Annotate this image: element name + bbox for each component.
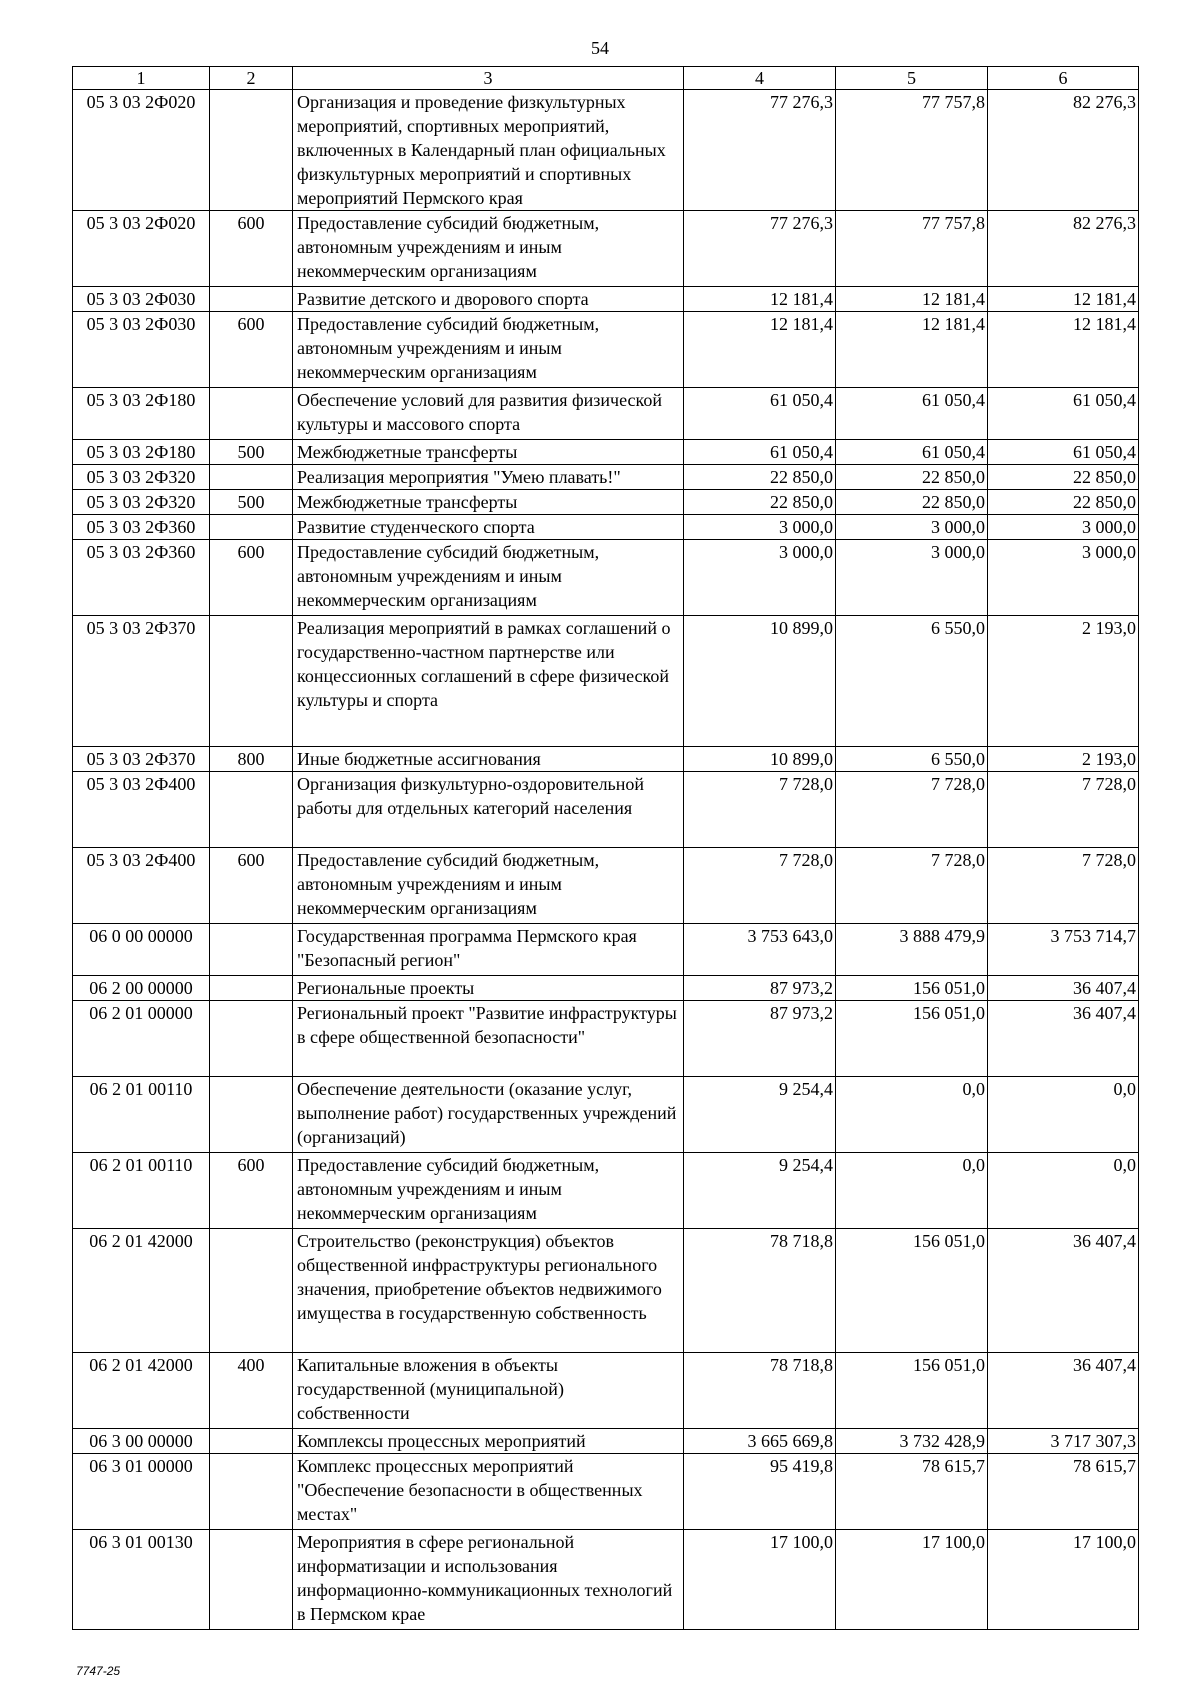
cell-amount-col5: 17 100,0 xyxy=(836,1530,988,1630)
cell-code: 05 3 03 2Ф020 xyxy=(73,211,210,287)
cell-amount-col5: 3 000,0 xyxy=(836,540,988,616)
table-row xyxy=(73,976,1139,1001)
cell-amount-col4: 7 728,0 xyxy=(684,772,836,848)
cell-amount-col6: 0,0 xyxy=(988,1153,1139,1229)
table-row xyxy=(73,1429,1139,1454)
cell-amount-col5: 0,0 xyxy=(836,1153,988,1229)
cell-amount-col6: 36 407,4 xyxy=(988,1229,1139,1353)
cell-amount-col5: 156 051,0 xyxy=(836,976,988,1001)
cell-code: 05 3 03 2Ф400 xyxy=(73,848,210,924)
cell-amount-col5: 12 181,4 xyxy=(836,312,988,388)
table-row xyxy=(73,1077,1139,1153)
cell-name: Предоставление субсидий бюджетным, автономным учреждениям и иным некоммерческим организациям xyxy=(293,848,684,924)
table-row xyxy=(73,1153,1139,1229)
cell-expense-type xyxy=(210,772,293,848)
cell-name: Развитие студенческого спорта xyxy=(293,515,684,540)
table-row xyxy=(73,287,1139,312)
cell-amount-col6: 36 407,4 xyxy=(988,976,1139,1001)
cell-name: Мероприятия в сфере региональной информатизации и использования информационно-коммуникационных технологий в Пермском крае xyxy=(293,1530,684,1630)
cell-code: 05 3 03 2Ф360 xyxy=(73,540,210,616)
cell-amount-col4: 95 419,8 xyxy=(684,1454,836,1530)
cell-expense-type xyxy=(210,388,293,440)
cell-expense-type xyxy=(210,1077,293,1153)
cell-amount-col4: 78 718,8 xyxy=(684,1353,836,1429)
cell-amount-col6: 61 050,4 xyxy=(988,440,1139,465)
cell-name: Развитие детского и дворового спорта xyxy=(293,287,684,312)
header-row xyxy=(73,67,1139,90)
cell-amount-col5: 78 615,7 xyxy=(836,1454,988,1530)
cell-name: Государственная программа Пермского края "Безопасный регион" xyxy=(293,924,684,976)
cell-code: 05 3 03 2Ф030 xyxy=(73,312,210,388)
cell-expense-type: 500 xyxy=(210,440,293,465)
cell-amount-col5: 22 850,0 xyxy=(836,465,988,490)
cell-amount-col4: 7 728,0 xyxy=(684,848,836,924)
cell-amount-col4: 3 000,0 xyxy=(684,515,836,540)
cell-amount-col5: 61 050,4 xyxy=(836,440,988,465)
cell-code: 05 3 03 2Ф400 xyxy=(73,772,210,848)
cell-name: Организация физкультурно-оздоровительной работы для отдельных категорий населения xyxy=(293,772,684,848)
cell-name: Обеспечение деятельности (оказание услуг, выполнение работ) государственных учреждений (организаций) xyxy=(293,1077,684,1153)
cell-code: 06 2 01 42000 xyxy=(73,1353,210,1429)
table-row xyxy=(73,1353,1139,1429)
cell-name: Комплексы процессных мероприятий xyxy=(293,1429,684,1454)
cell-amount-col6: 82 276,3 xyxy=(988,90,1139,211)
cell-amount-col4: 61 050,4 xyxy=(684,440,836,465)
cell-code: 06 3 01 00130 xyxy=(73,1530,210,1630)
table-row xyxy=(73,515,1139,540)
cell-code: 06 3 01 00000 xyxy=(73,1454,210,1530)
cell-amount-col6: 36 407,4 xyxy=(988,1353,1139,1429)
cell-amount-col5: 6 550,0 xyxy=(836,616,988,747)
page-number: 54 xyxy=(591,38,609,58)
cell-name: Обеспечение условий для развития физической культуры и массового спорта xyxy=(293,388,684,440)
table-row xyxy=(73,440,1139,465)
cell-amount-col5: 7 728,0 xyxy=(836,848,988,924)
cell-amount-col4: 3 000,0 xyxy=(684,540,836,616)
cell-expense-type: 400 xyxy=(210,1353,293,1429)
cell-amount-col5: 6 550,0 xyxy=(836,747,988,772)
table-row xyxy=(73,540,1139,616)
cell-amount-col6: 7 728,0 xyxy=(988,848,1139,924)
cell-amount-col6: 3 753 714,7 xyxy=(988,924,1139,976)
table-row xyxy=(73,312,1139,388)
table-row xyxy=(73,772,1139,848)
cell-amount-col5: 12 181,4 xyxy=(836,287,988,312)
cell-code: 05 3 03 2Ф030 xyxy=(73,287,210,312)
cell-amount-col4: 87 973,2 xyxy=(684,976,836,1001)
cell-code: 05 3 03 2Ф320 xyxy=(73,465,210,490)
cell-name: Региональный проект "Развитие инфраструктуры в сфере общественной безопасности" xyxy=(293,1001,684,1077)
table-row xyxy=(73,465,1139,490)
cell-amount-col4: 22 850,0 xyxy=(684,490,836,515)
cell-amount-col6: 3 000,0 xyxy=(988,540,1139,616)
table-body xyxy=(73,90,1139,1630)
cell-amount-col4: 77 276,3 xyxy=(684,90,836,211)
cell-amount-col4: 10 899,0 xyxy=(684,616,836,747)
cell-amount-col5: 156 051,0 xyxy=(836,1001,988,1077)
cell-code: 05 3 03 2Ф020 xyxy=(73,90,210,211)
cell-code: 05 3 03 2Ф370 xyxy=(73,747,210,772)
cell-expense-type: 800 xyxy=(210,747,293,772)
cell-amount-col6: 2 193,0 xyxy=(988,747,1139,772)
cell-amount-col5: 77 757,8 xyxy=(836,90,988,211)
cell-expense-type xyxy=(210,1530,293,1630)
cell-amount-col5: 7 728,0 xyxy=(836,772,988,848)
cell-amount-col4: 61 050,4 xyxy=(684,388,836,440)
cell-name: Комплекс процессных мероприятий "Обеспечение безопасности в общественных местах" xyxy=(293,1454,684,1530)
cell-expense-type: 600 xyxy=(210,848,293,924)
cell-amount-col5: 3 888 479,9 xyxy=(836,924,988,976)
cell-amount-col5: 77 757,8 xyxy=(836,211,988,287)
cell-amount-col4: 77 276,3 xyxy=(684,211,836,287)
cell-expense-type xyxy=(210,1454,293,1530)
cell-expense-type xyxy=(210,1229,293,1353)
cell-amount-col6: 7 728,0 xyxy=(988,772,1139,848)
header-col-5: 5 xyxy=(836,67,988,90)
cell-name: Капитальные вложения в объекты государственной (муниципальной) собственности xyxy=(293,1353,684,1429)
cell-amount-col5: 61 050,4 xyxy=(836,388,988,440)
cell-amount-col4: 12 181,4 xyxy=(684,312,836,388)
cell-amount-col6: 2 193,0 xyxy=(988,616,1139,747)
cell-expense-type xyxy=(210,515,293,540)
cell-expense-type xyxy=(210,1429,293,1454)
cell-code: 06 3 00 00000 xyxy=(73,1429,210,1454)
cell-name: Предоставление субсидий бюджетным, автономным учреждениям и иным некоммерческим организациям xyxy=(293,312,684,388)
cell-amount-col5: 0,0 xyxy=(836,1077,988,1153)
cell-amount-col4: 22 850,0 xyxy=(684,465,836,490)
cell-amount-col4: 9 254,4 xyxy=(684,1153,836,1229)
cell-amount-col5: 3 732 428,9 xyxy=(836,1429,988,1454)
cell-expense-type xyxy=(210,924,293,976)
header-col-6: 6 xyxy=(988,67,1139,90)
cell-name: Предоставление субсидий бюджетным, автономным учреждениям и иным некоммерческим организациям xyxy=(293,540,684,616)
cell-amount-col6: 12 181,4 xyxy=(988,287,1139,312)
cell-code: 06 2 01 42000 xyxy=(73,1229,210,1353)
table-row xyxy=(73,388,1139,440)
cell-name: Межбюджетные трансферты xyxy=(293,440,684,465)
cell-amount-col6: 22 850,0 xyxy=(988,490,1139,515)
cell-amount-col4: 9 254,4 xyxy=(684,1077,836,1153)
cell-expense-type xyxy=(210,287,293,312)
cell-amount-col6: 22 850,0 xyxy=(988,465,1139,490)
cell-amount-col6: 82 276,3 xyxy=(988,211,1139,287)
cell-expense-type: 600 xyxy=(210,211,293,287)
cell-expense-type xyxy=(210,616,293,747)
header-col-2: 2 xyxy=(210,67,293,90)
cell-code: 05 3 03 2Ф180 xyxy=(73,388,210,440)
cell-amount-col5: 22 850,0 xyxy=(836,490,988,515)
cell-expense-type: 600 xyxy=(210,1153,293,1229)
cell-amount-col6: 36 407,4 xyxy=(988,1001,1139,1077)
cell-name: Организация и проведение физкультурных мероприятий, спортивных мероприятий, включенных в Календарный план официальных физкультурных мероприятий и спортивных мероприятий Пермского края xyxy=(293,90,684,211)
cell-amount-col5: 156 051,0 xyxy=(836,1353,988,1429)
cell-amount-col6: 3 717 307,3 xyxy=(988,1429,1139,1454)
cell-expense-type: 600 xyxy=(210,312,293,388)
table-row xyxy=(73,1454,1139,1530)
table-row xyxy=(73,1530,1139,1630)
cell-name: Предоставление субсидий бюджетным, автономным учреждениям и иным некоммерческим организациям xyxy=(293,211,684,287)
cell-expense-type xyxy=(210,465,293,490)
cell-name: Иные бюджетные ассигнования xyxy=(293,747,684,772)
cell-name: Реализация мероприятия "Умею плавать!" xyxy=(293,465,684,490)
cell-amount-col6: 17 100,0 xyxy=(988,1530,1139,1630)
cell-code: 06 2 01 00110 xyxy=(73,1153,210,1229)
cell-amount-col6: 61 050,4 xyxy=(988,388,1139,440)
cell-code: 06 0 00 00000 xyxy=(73,924,210,976)
cell-code: 06 2 01 00000 xyxy=(73,1001,210,1077)
cell-code: 05 3 03 2Ф360 xyxy=(73,515,210,540)
header-col-3: 3 xyxy=(293,67,684,90)
cell-code: 05 3 03 2Ф370 xyxy=(73,616,210,747)
cell-name: Реализация мероприятий в рамках соглашений о государственно-частном партнерстве или концессионных соглашений в сфере физической культуры и спорта xyxy=(293,616,684,747)
table-row xyxy=(73,747,1139,772)
cell-expense-type: 600 xyxy=(210,540,293,616)
cell-amount-col6: 3 000,0 xyxy=(988,515,1139,540)
cell-expense-type: 500 xyxy=(210,490,293,515)
table-row xyxy=(73,924,1139,976)
cell-amount-col4: 10 899,0 xyxy=(684,747,836,772)
cell-expense-type xyxy=(210,90,293,211)
cell-amount-col4: 12 181,4 xyxy=(684,287,836,312)
cell-expense-type xyxy=(210,1001,293,1077)
document-code: 7747-25 xyxy=(76,1664,121,1678)
cell-name: Предоставление субсидий бюджетным, автономным учреждениям и иным некоммерческим организациям xyxy=(293,1153,684,1229)
cell-amount-col4: 17 100,0 xyxy=(684,1530,836,1630)
table-row xyxy=(73,490,1139,515)
cell-code: 06 2 00 00000 xyxy=(73,976,210,1001)
cell-amount-col5: 3 000,0 xyxy=(836,515,988,540)
cell-expense-type xyxy=(210,976,293,1001)
cell-name: Региональные проекты xyxy=(293,976,684,1001)
cell-amount-col6: 0,0 xyxy=(988,1077,1139,1153)
cell-code: 05 3 03 2Ф180 xyxy=(73,440,210,465)
header-col-4: 4 xyxy=(684,67,836,90)
cell-name: Строительство (реконструкция) объектов общественной инфраструктуры регионального значения, приобретение объектов недвижимого имущества в государственную собственность xyxy=(293,1229,684,1353)
cell-amount-col6: 78 615,7 xyxy=(988,1454,1139,1530)
cell-amount-col4: 87 973,2 xyxy=(684,1001,836,1077)
table-row xyxy=(73,848,1139,924)
header-col-1: 1 xyxy=(73,67,210,90)
table-row xyxy=(73,90,1139,211)
budget-table xyxy=(72,66,1139,1630)
table-row xyxy=(73,1229,1139,1353)
cell-name: Межбюджетные трансферты xyxy=(293,490,684,515)
cell-code: 05 3 03 2Ф320 xyxy=(73,490,210,515)
cell-amount-col4: 3 753 643,0 xyxy=(684,924,836,976)
cell-amount-col6: 12 181,4 xyxy=(988,312,1139,388)
cell-amount-col4: 3 665 669,8 xyxy=(684,1429,836,1454)
table-row xyxy=(73,211,1139,287)
table-row xyxy=(73,1001,1139,1077)
cell-amount-col5: 156 051,0 xyxy=(836,1229,988,1353)
cell-code: 06 2 01 00110 xyxy=(73,1077,210,1153)
table-row xyxy=(73,616,1139,747)
cell-amount-col4: 78 718,8 xyxy=(684,1229,836,1353)
